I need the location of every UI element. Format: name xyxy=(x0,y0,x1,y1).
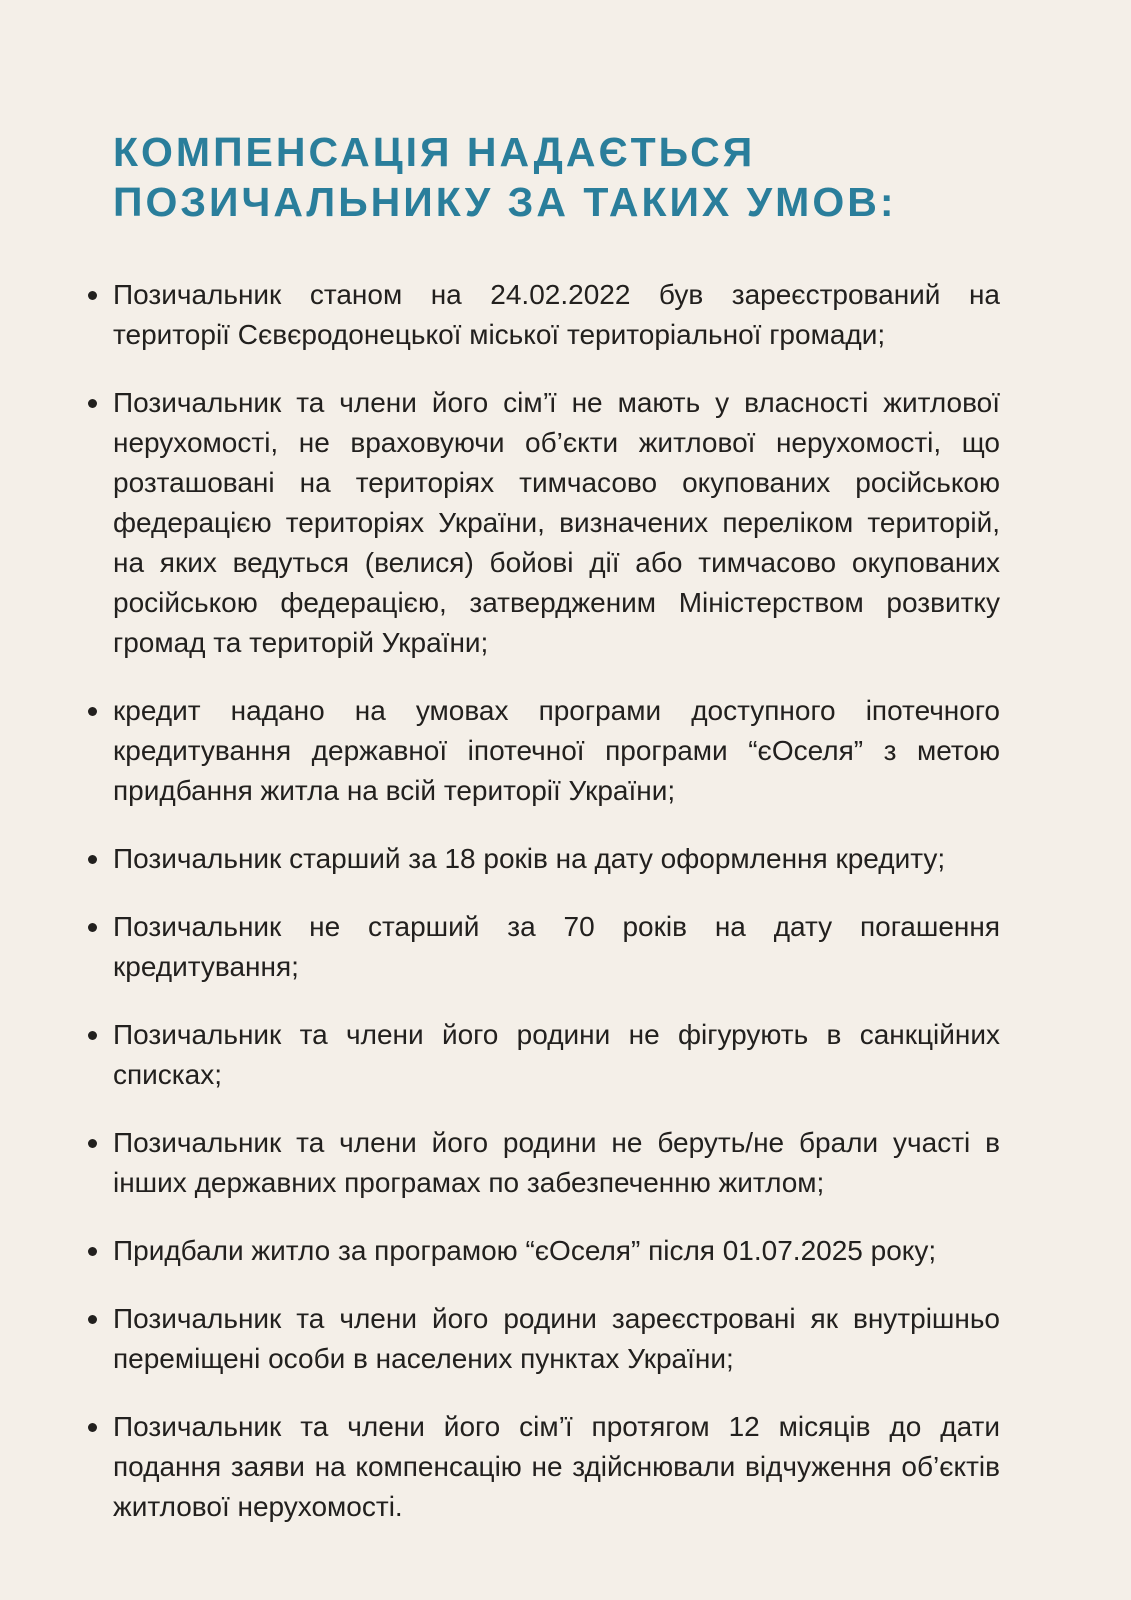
bullet-text: Позичальник станом на 24.02.2022 був зареєстрований на території Сєвєродонецької міської територіальної громади; xyxy=(113,279,1000,350)
bullet-text: Позичальник та члени його сім’ї протягом 12 місяців до дати подання заяви на компенсацію не здійснювали відчуження об’єктів житлової нерухомості. xyxy=(113,1411,1000,1522)
list-item xyxy=(113,275,1000,355)
list-item xyxy=(113,691,1000,811)
list-item xyxy=(113,1299,1000,1379)
bullet-icon xyxy=(88,1423,97,1432)
bullet-icon xyxy=(88,855,97,864)
bullet-icon xyxy=(88,707,97,716)
bullet-icon xyxy=(88,1139,97,1148)
bullet-text: Придбали житло за програмою “єОселя” після 01.07.2025 року; xyxy=(113,1235,937,1266)
page-title-line-2: ПОЗИЧАЛЬНИКУ ЗА ТАКИХ УМОВ: xyxy=(113,179,897,225)
bullet-text: Позичальник та члени його родини не фігурують в санкційних списках; xyxy=(113,1019,1000,1090)
bullet-icon xyxy=(88,1247,97,1256)
list-item xyxy=(113,907,1000,987)
conditions-list xyxy=(113,275,1000,1527)
bullet-text: Позичальник та члени його сім’ї не мають у власності житлової нерухомості, не враховуючи об’єкти житлової нерухомості, що розташовані на територіях тимчасово окупованих російською федерацією територіях України, визначених переліком територій, на яких ведуться (велися) бойові дії або тимчасово окупованих російською федерацією, затвердженим Міністерством розвитку громад та територій України; xyxy=(113,387,1000,658)
list-item xyxy=(113,1015,1000,1095)
bullet-text: Позичальник та члени його родини зареєстровані як внутрішньо переміщені особи в населених пунктах України; xyxy=(113,1303,1000,1374)
bullet-text: Позичальник старший за 18 років на дату оформлення кредиту; xyxy=(113,843,946,874)
bullet-text: Позичальник не старший за 70 років на дату погашення кредитування; xyxy=(113,911,1000,982)
list-item xyxy=(113,383,1000,663)
bullet-icon xyxy=(88,399,97,408)
bullet-icon xyxy=(88,1031,97,1040)
list-item xyxy=(113,1231,1000,1271)
page-title-line-1: КОМПЕНСАЦІЯ НАДАЄТЬСЯ xyxy=(113,129,756,175)
list-item xyxy=(113,839,1000,879)
list-item xyxy=(113,1123,1000,1203)
bullet-icon xyxy=(88,1315,97,1324)
bullet-icon xyxy=(88,923,97,932)
bullet-icon xyxy=(88,291,97,300)
bullet-text: Позичальник та члени його родини не беруть/не брали участі в інших державних програмах по забезпеченню житлом; xyxy=(113,1127,1000,1198)
page-title xyxy=(113,127,1000,227)
bullet-text: кредит надано на умовах програми доступного іпотечного кредитування державної іпотечної програми “єОселя” з метою придбання житла на всій території України; xyxy=(113,695,1000,806)
list-item xyxy=(113,1407,1000,1527)
